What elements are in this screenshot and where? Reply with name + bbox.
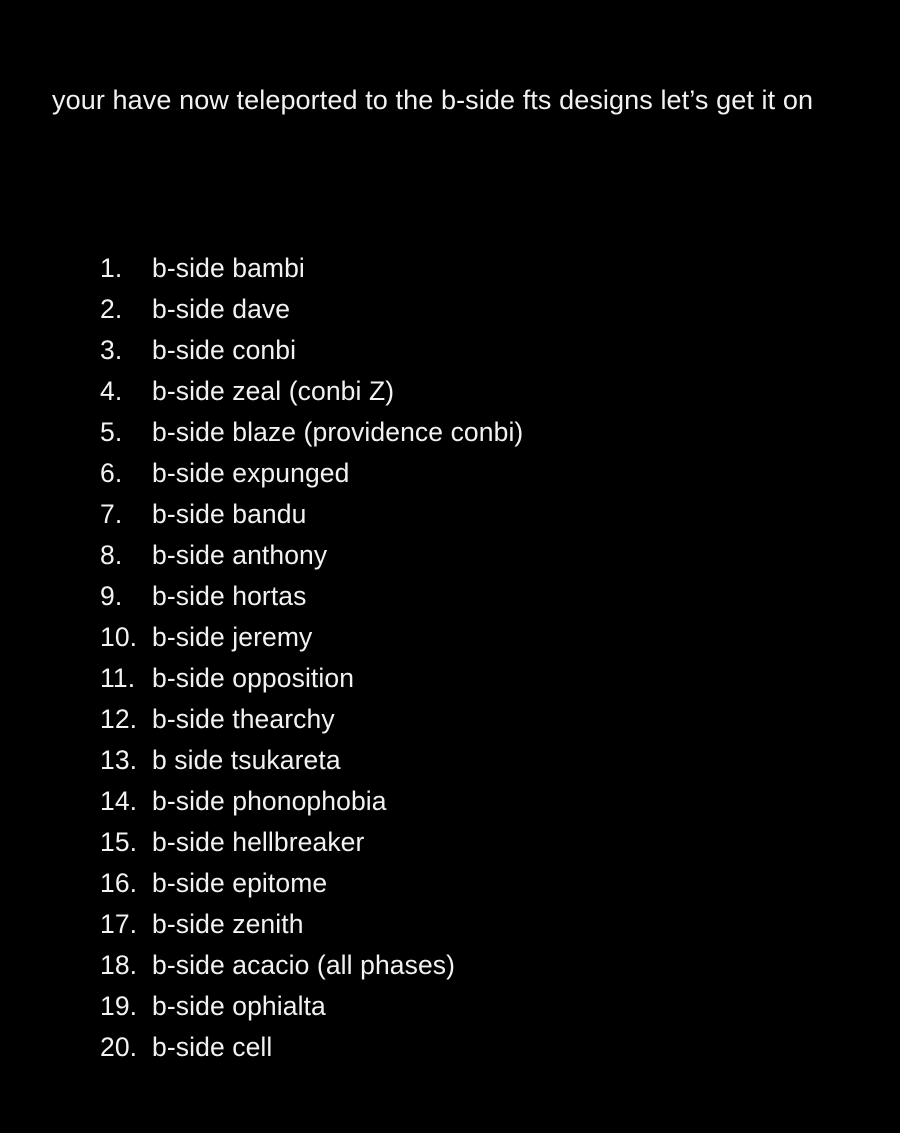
bside-list <box>100 248 860 1068</box>
list-item-number: 17. <box>100 909 138 939</box>
list-item <box>100 945 860 986</box>
list-item-label: b-side conbi <box>152 335 297 365</box>
list-item <box>100 248 860 289</box>
list-item-label: b-side thearchy <box>152 704 335 734</box>
list-item-number: 19. <box>100 991 138 1021</box>
list-item-number: 9. <box>100 581 123 611</box>
list-item-label: b-side dave <box>152 294 291 324</box>
list-item-number: 11. <box>100 663 136 693</box>
list-item-label: b-side acacio (all phases) <box>152 950 456 980</box>
list-item <box>100 371 860 412</box>
list-item-label: b-side hellbreaker <box>152 827 365 857</box>
list-item <box>100 289 860 330</box>
list-item <box>100 494 860 535</box>
list-item-number: 10. <box>100 622 138 652</box>
list-item <box>100 658 860 699</box>
list-item <box>100 1027 860 1068</box>
list-item <box>100 453 860 494</box>
list-item-label: b side tsukareta <box>152 745 341 775</box>
list-item-label: b-side bandu <box>152 499 307 529</box>
list-item <box>100 781 860 822</box>
list-item <box>100 740 860 781</box>
list-item <box>100 822 860 863</box>
list-item <box>100 617 860 658</box>
list-item-number: 1. <box>100 253 123 283</box>
list-item-number: 12. <box>100 704 138 734</box>
list-item-label: b-side ophialta <box>152 991 326 1021</box>
list-item <box>100 904 860 945</box>
list-item <box>100 863 860 904</box>
list-item-label: b-side hortas <box>152 581 307 611</box>
list-item-number: 14. <box>100 786 138 816</box>
list-item <box>100 986 860 1027</box>
list-item-number: 3. <box>100 335 123 365</box>
list-item-number: 2. <box>100 294 123 324</box>
list-item-number: 15. <box>100 827 138 857</box>
list-item-label: b-side anthony <box>152 540 328 570</box>
list-item-label: b-side epitome <box>152 868 328 898</box>
list-item <box>100 535 860 576</box>
list-item-label: b-side bambi <box>152 253 305 283</box>
list-item-number: 5. <box>100 417 123 447</box>
list-item-number: 6. <box>100 458 123 488</box>
list-item <box>100 699 860 740</box>
intro-paragraph: your have now teleported to the b-side fts designs let’s get it on <box>52 85 814 115</box>
list-item <box>100 576 860 617</box>
list-item-number: 18. <box>100 950 138 980</box>
list-item-number: 8. <box>100 540 123 570</box>
list-item-label: b-side blaze (providence conbi) <box>152 417 524 447</box>
list-item-label: b-side phonophobia <box>152 786 387 816</box>
list-item-number: 20. <box>100 1032 138 1062</box>
list-item-number: 4. <box>100 376 123 406</box>
list-item <box>100 330 860 371</box>
list-item-number: 16. <box>100 868 138 898</box>
list-item-number: 13. <box>100 745 138 775</box>
list-item-label: b-side expunged <box>152 458 350 488</box>
list-item <box>100 412 860 453</box>
list-item-label: b-side zeal (conbi Z) <box>152 376 395 406</box>
list-item-label: b-side cell <box>152 1032 273 1062</box>
list-item-number: 7. <box>100 499 123 529</box>
list-item-label: b-side jeremy <box>152 622 313 652</box>
list-item-label: b-side zenith <box>152 909 304 939</box>
list-item-label: b-side opposition <box>152 663 355 693</box>
